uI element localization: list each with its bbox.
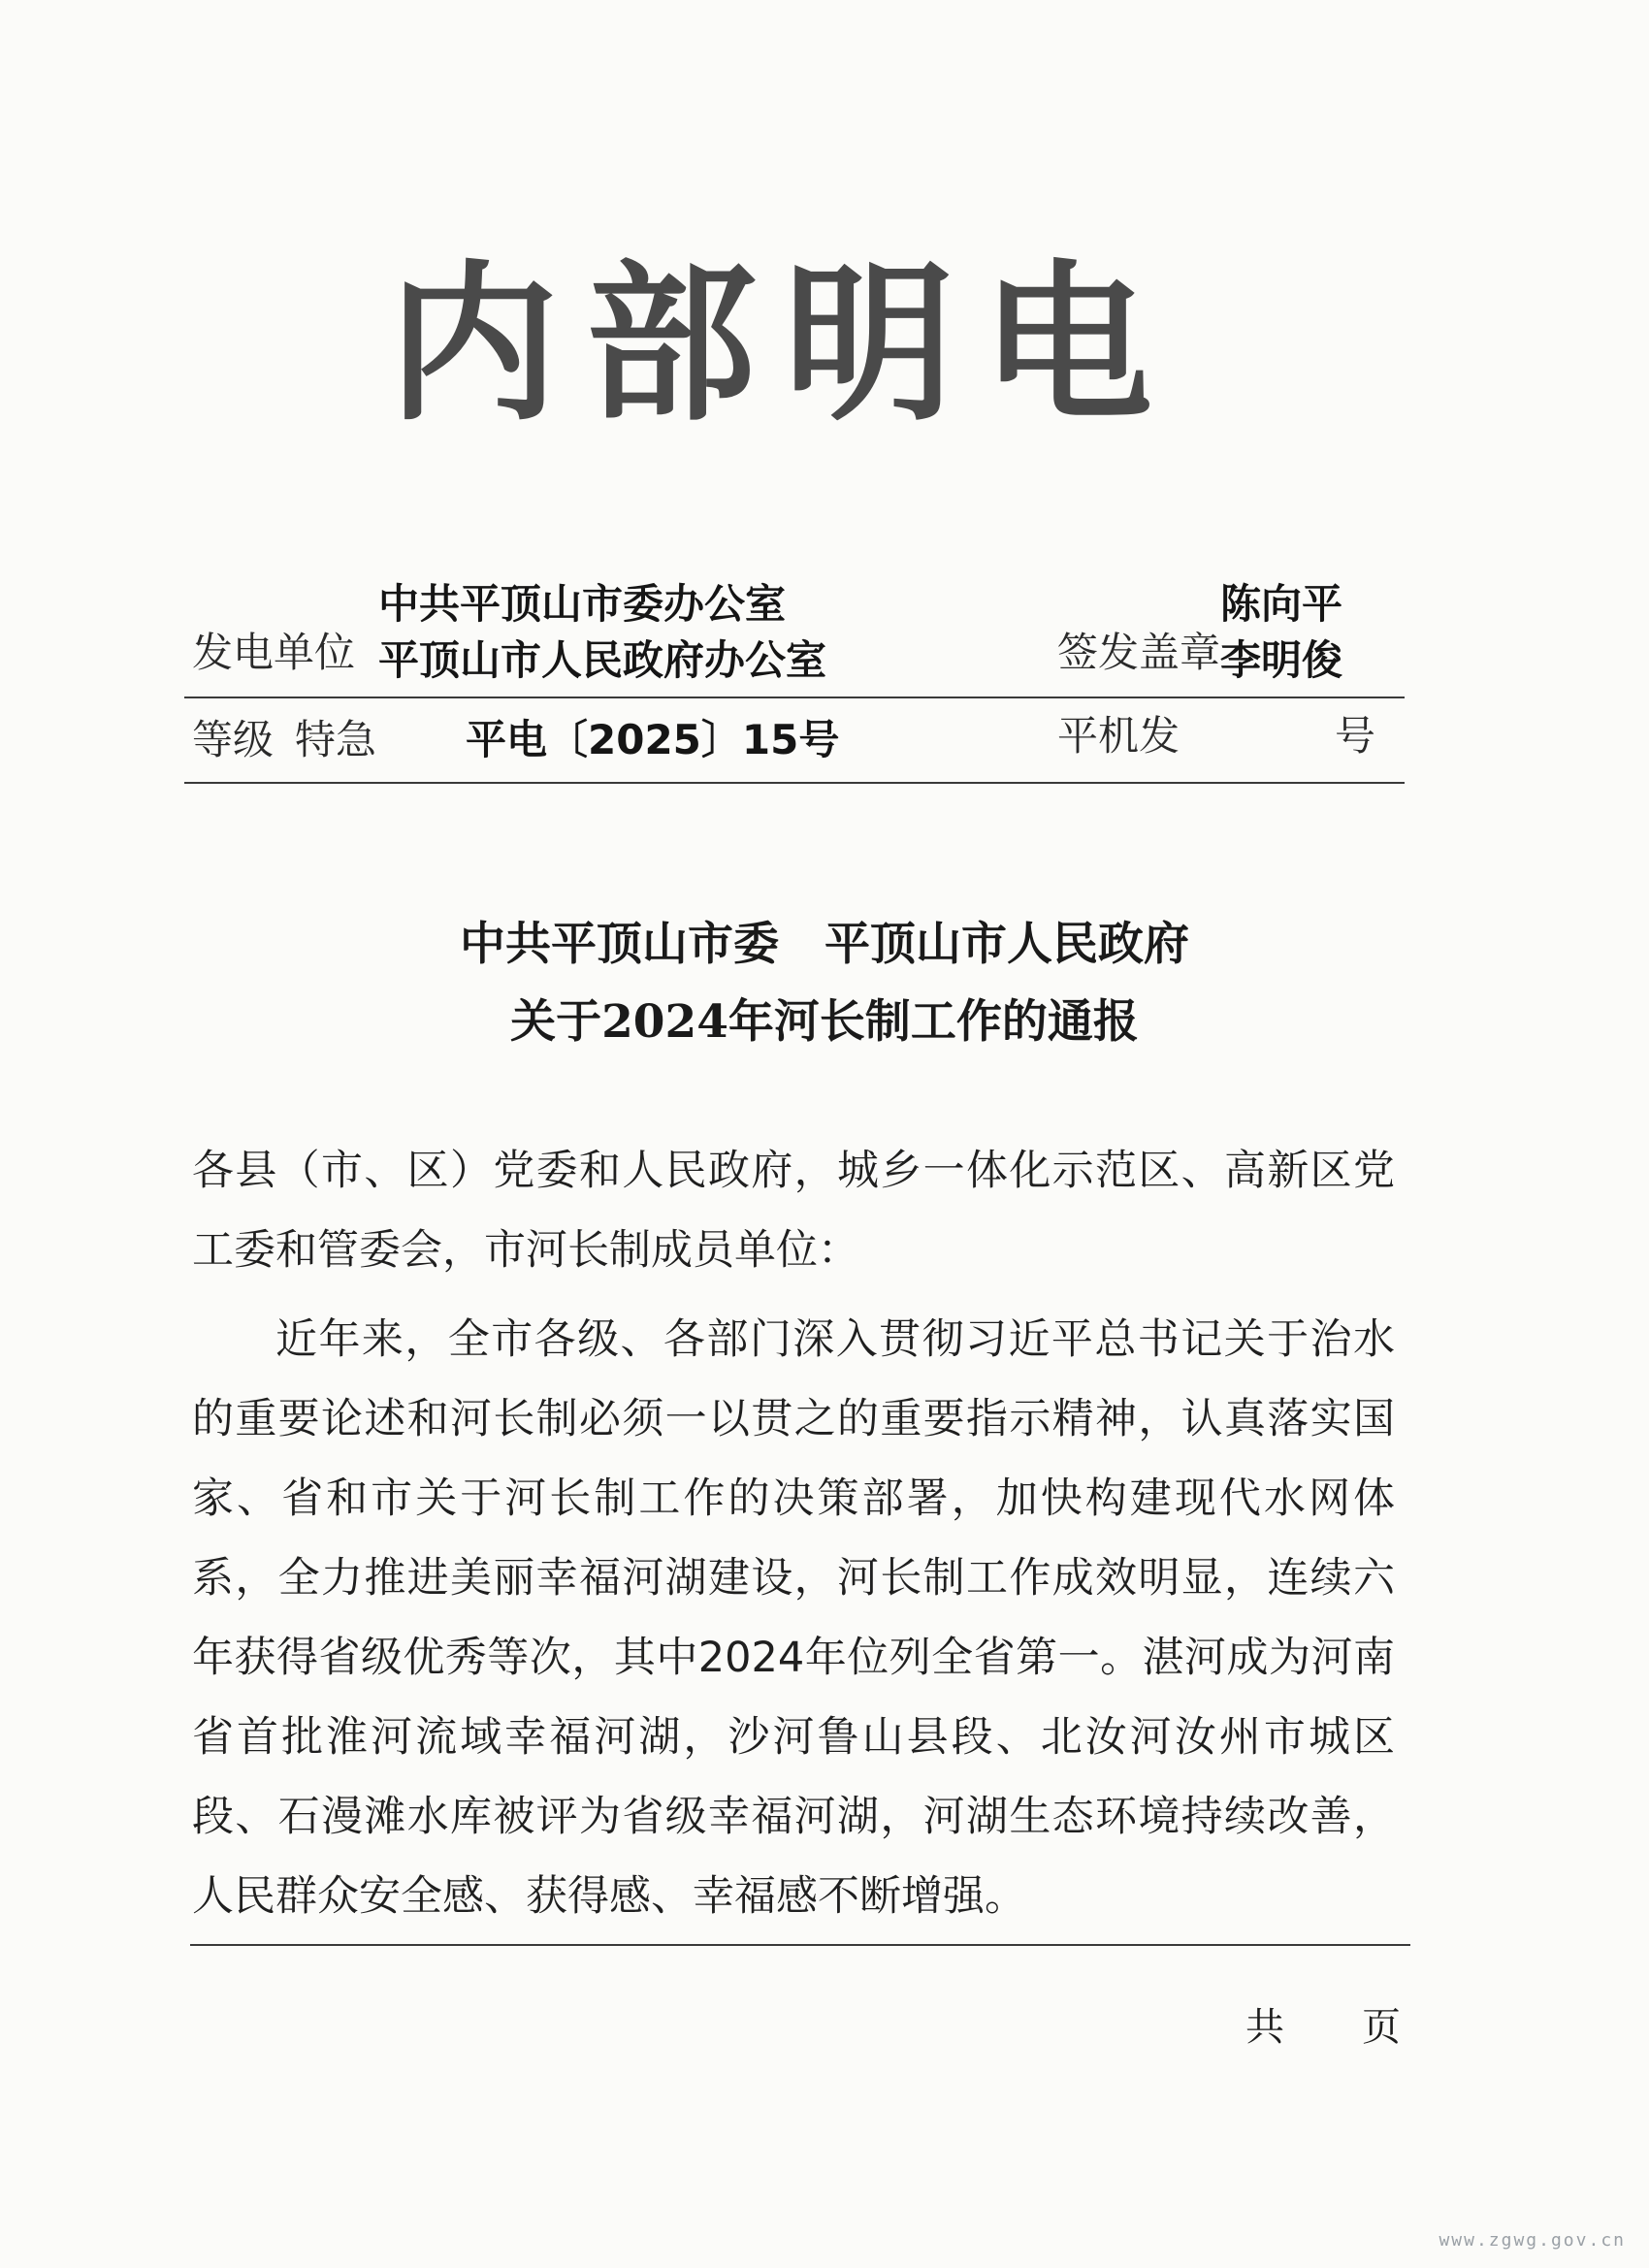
addressee: 各县（市、区）党委和人民政府，城乡一体化示范区、高新区党工委和管委会，市河长制成员单位：: [192, 1147, 1395, 1275]
body-paragraph-1: 近年来，全市各级、各部门深入贯彻习近平总书记关于治水的重要论述和河长制必须一以贯之的重要指示精神，认真落实国家、省和市关于河长制工作的决策部署，加快构建现代水网体系，全力推进美丽幸福河湖建设，河长制工作成效明显，连续六年获得省级优秀等次，其中2024年位列全省第一。湛河成为河南省首批淮河流域幸福河湖，沙河鲁山县段、北汝河汝州市城区段、石漫滩水库被评为省级幸福河湖，河湖生态环境持续改善，人民群众安全感、获得感、幸福感不断增强。: [192, 1315, 1395, 1921]
machine-suffix: 号: [1335, 712, 1376, 760]
document-title-line-2: 关于2024年河长制工作的通报: [510, 995, 1139, 1049]
sender-line-1: 中共平顶山市委办公室: [378, 580, 787, 628]
signer-1: 陈向平: [1220, 580, 1343, 628]
level-label: 等级: [192, 716, 275, 763]
sender-label: 发电单位: [192, 629, 356, 676]
document-title-line-1: 中共平顶山市委 平顶山市人民政府: [460, 918, 1189, 971]
signer-2: 李明俊: [1220, 636, 1343, 684]
doc-number: 平电〔2025〕15号: [466, 716, 840, 763]
masthead-title: 内部明电: [388, 245, 1180, 444]
header-rule-top: [184, 697, 1405, 698]
sign-label: 签发盖章: [1057, 629, 1221, 676]
site-watermark: www.zgwg.gov.cn: [1439, 2230, 1626, 2251]
footer-rule: [190, 1944, 1410, 1946]
page-count: 共 页: [1245, 2005, 1401, 2050]
sender-line-2: 平顶山市人民政府办公室: [378, 636, 827, 684]
header-rule-bottom: [184, 782, 1405, 784]
level-value: 特急: [295, 716, 377, 763]
machine-label: 平机发: [1057, 712, 1180, 760]
